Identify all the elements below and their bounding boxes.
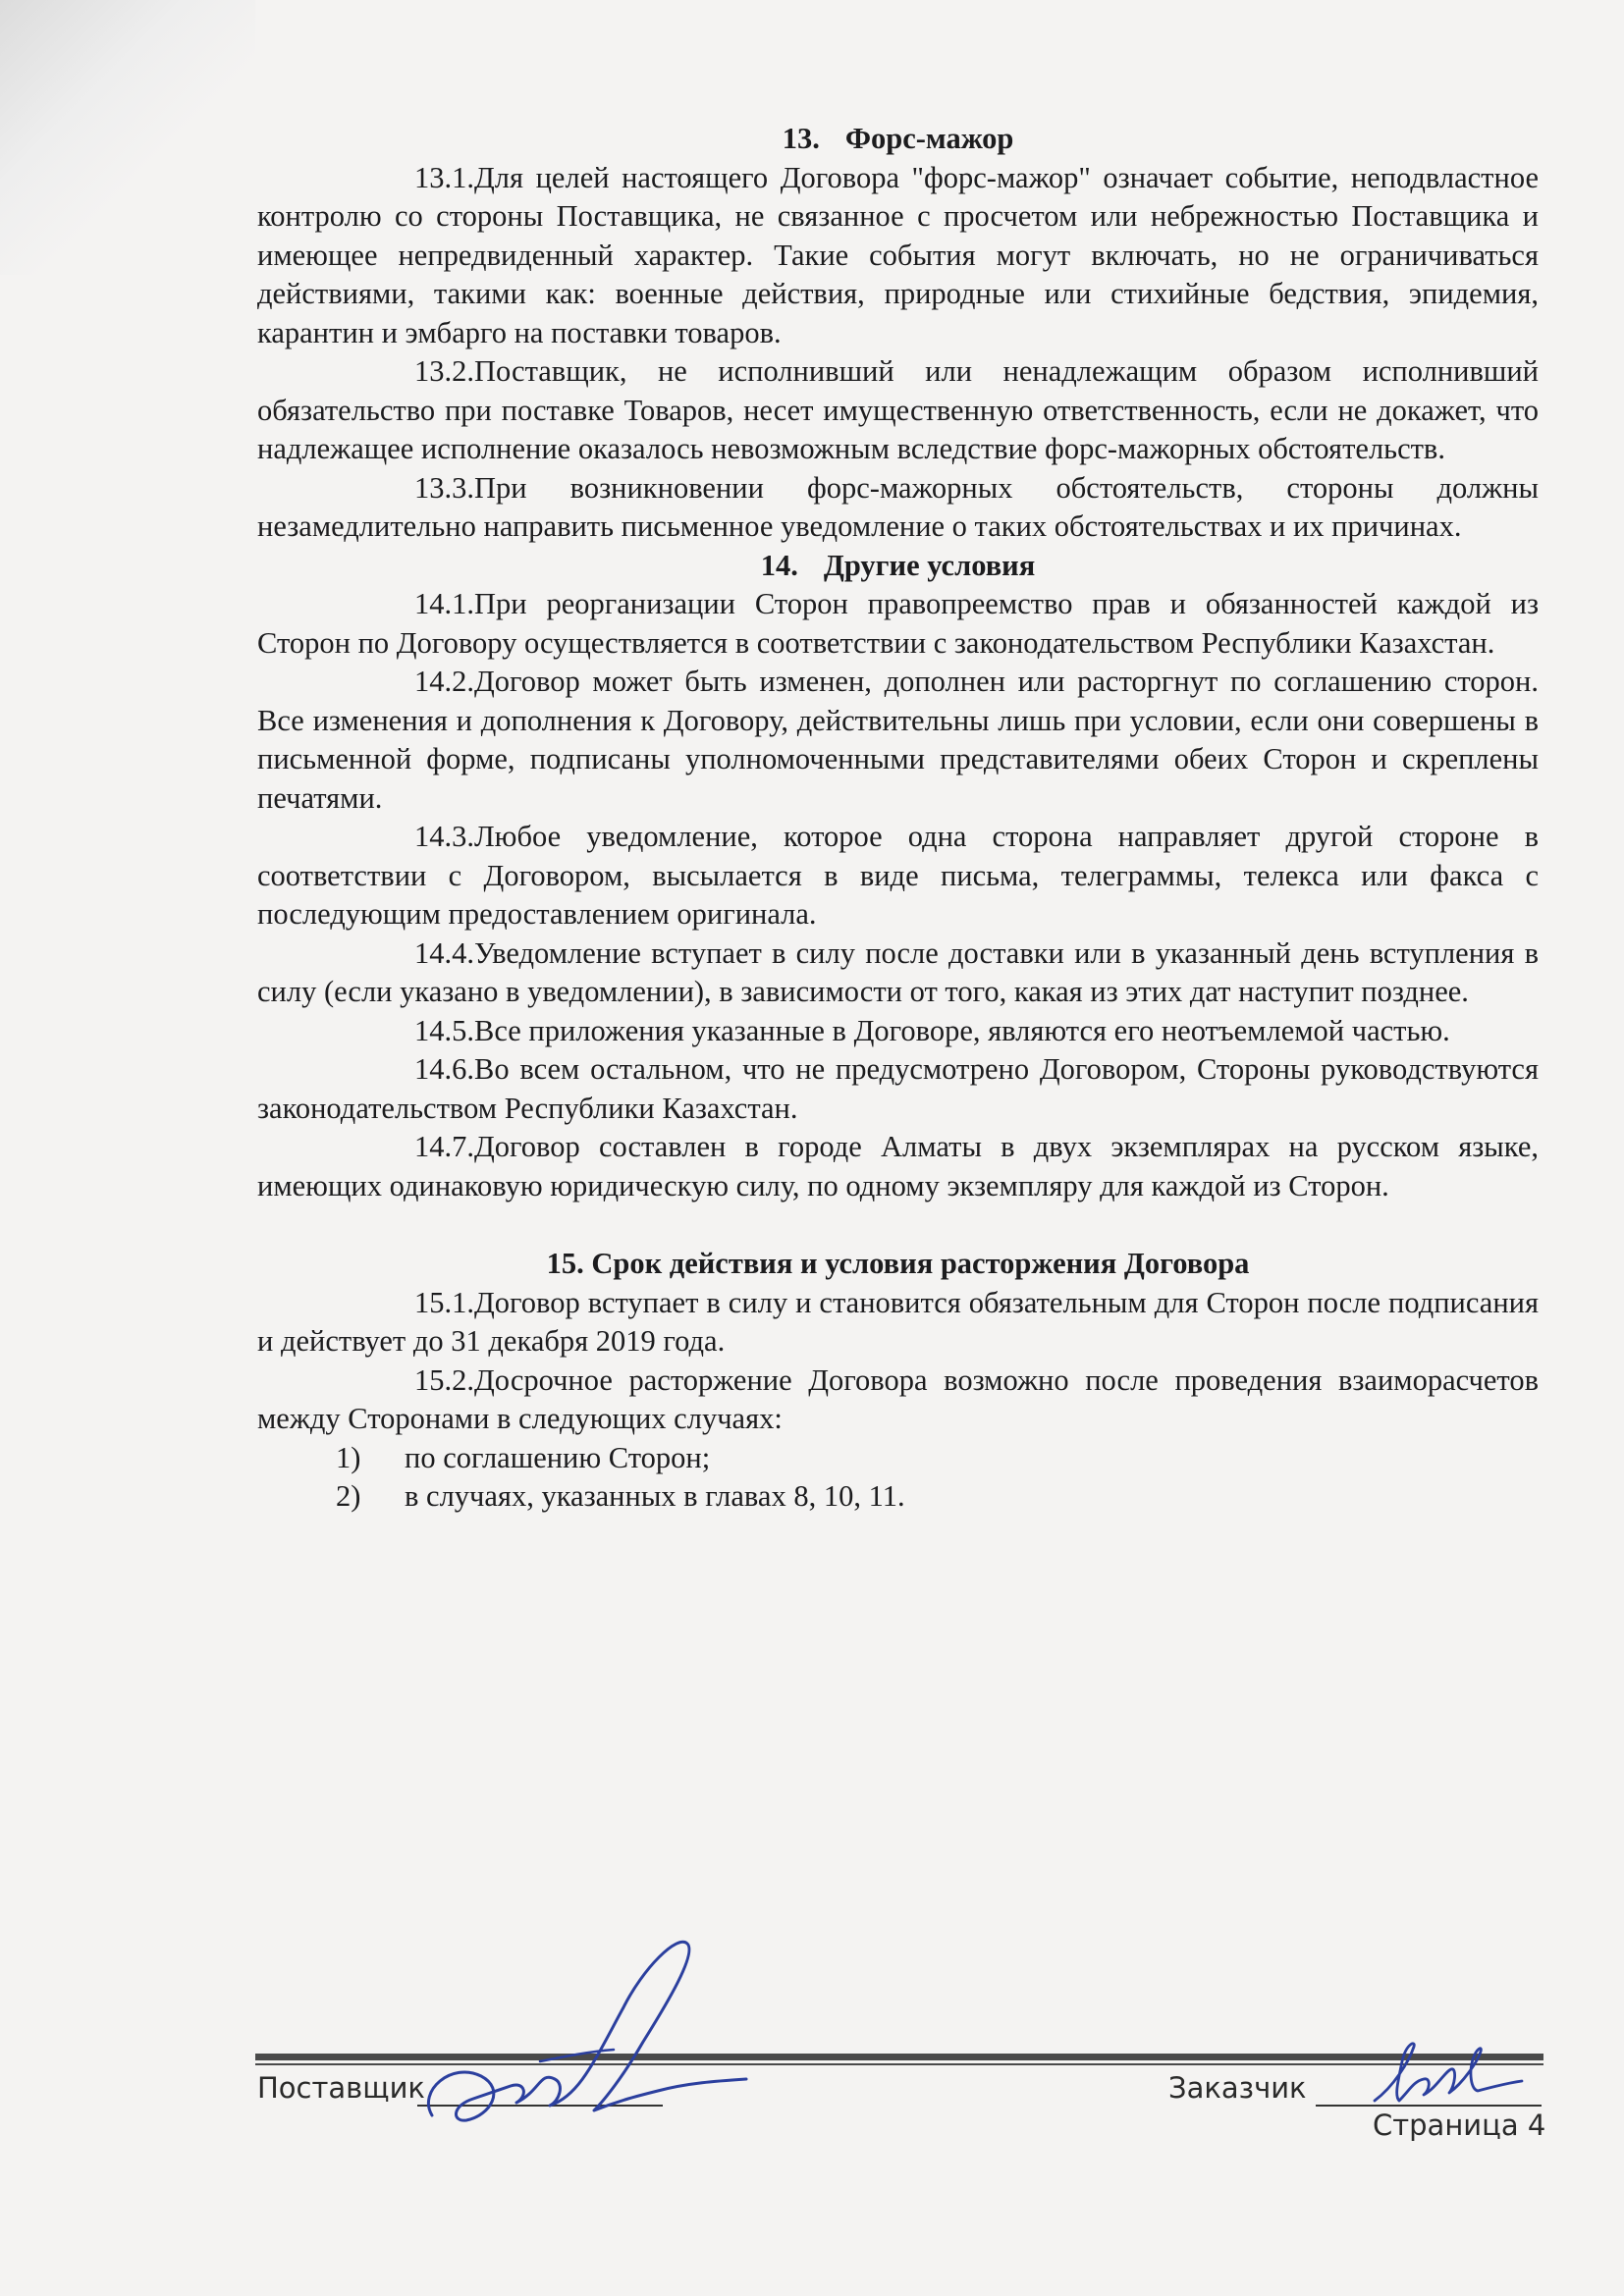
clause-13-2: 13.2.Поставщик, не исполнивший или ненадлежащим образом исполнивший обязательство при поставке Товаров, несет имущественную ответственность, если не докажет, что надлежащее исполнение оказалось невозможным вследствие форс-мажорных обстоятельств. <box>257 354 1539 465</box>
clause-13-3: 13.3.При возникновении форс-мажорных обстоятельств, стороны должны незамедлительно направить письменное уведомление о таких обстоятельствах и их причинах. <box>257 470 1539 543</box>
page-number: Страница 4 <box>1373 2109 1546 2142</box>
section-spacer <box>257 1205 1539 1245</box>
clause-14-6: 14.6.Во всем остальном, что не предусмотрено Договором, Стороны руководствуются законодательством Республики Казахстан. <box>257 1052 1539 1125</box>
customer-label: Заказчик <box>1168 2071 1307 2105</box>
section-14-heading: 14. Другие условия <box>760 548 1036 582</box>
clause-15-1: 15.1.Договор вступает в силу и становится обязательным для Сторон после подписания и действует до 31 декабря 2019 года. <box>257 1285 1539 1358</box>
page-corner-fold <box>0 0 255 275</box>
clause-14-1: 14.1.При реорганизации Сторон правопреемство прав и обязанностей каждой из Сторон по Договору осуществляется в соответствии с законодательством Республики Казахстан. <box>257 587 1539 660</box>
supplier-signature <box>393 1914 805 2140</box>
customer-signature <box>1355 2032 1532 2120</box>
clause-13-1: 13.1.Для целей настоящего Договора "форс-мажор" означает событие, неподвластное контролю со стороны Поставщика, не связанное с просчетом или небрежностью Поставщика и имеющее непредвиденный характер. Такие события могут включать, но не ограничиваться действиями, такими как: военные действия, природные или стихийные бедствия, эпидемия, карантин и эмбарго на поставки товаров. <box>257 160 1539 349</box>
clause-14-4: 14.4.Уведомление вступает в силу после доставки или в указанный день вступления в силу (если указано в уведомлении), в зависимости от того, какая из этих дат наступит позднее. <box>257 935 1539 1008</box>
section-15-heading: 15. Срок действия и условия расторжения Договора <box>546 1247 1250 1280</box>
document-body <box>257 120 1539 1517</box>
clause-14-5: 14.5.Все приложения указанные в Договоре, являются его неотъемлемой частью. <box>414 1013 1450 1047</box>
list-item-1: 1) по соглашению Сторон; <box>336 1440 711 1474</box>
clause-14-7: 14.7.Договор составлен в городе Алматы в двух экземплярах на русском языке, имеющих одинаковую юридическую силу, по одному экземпляру для каждой из Сторон. <box>257 1130 1539 1202</box>
list-item-2: 2) в случаях, указанных в главах 8, 10, 11. <box>336 1479 905 1513</box>
clause-14-3: 14.3.Любое уведомление, которое одна сторона направляет другой стороне в соответствии с Договором, высылается в виде письма, телеграммы, телекса или факса с последующим предоставлением оригинала. <box>257 820 1539 931</box>
clause-15-2: 15.2.Досрочное расторжение Договора возможно после проведения взаиморасчетов между Сторонами в следующих случаях: <box>257 1362 1539 1435</box>
supplier-label: Поставщик <box>257 2071 425 2105</box>
section-13-heading: 13. Форс-мажор <box>782 122 1014 155</box>
clause-14-2: 14.2.Договор может быть изменен, дополнен или расторгнут по соглашению сторон. Все изменения и дополнения к Договору, действительны лишь при условии, если они совершены в письменной форме, подписаны уполномоченными представителями обеих Сторон и скреплены печатями. <box>257 665 1539 815</box>
